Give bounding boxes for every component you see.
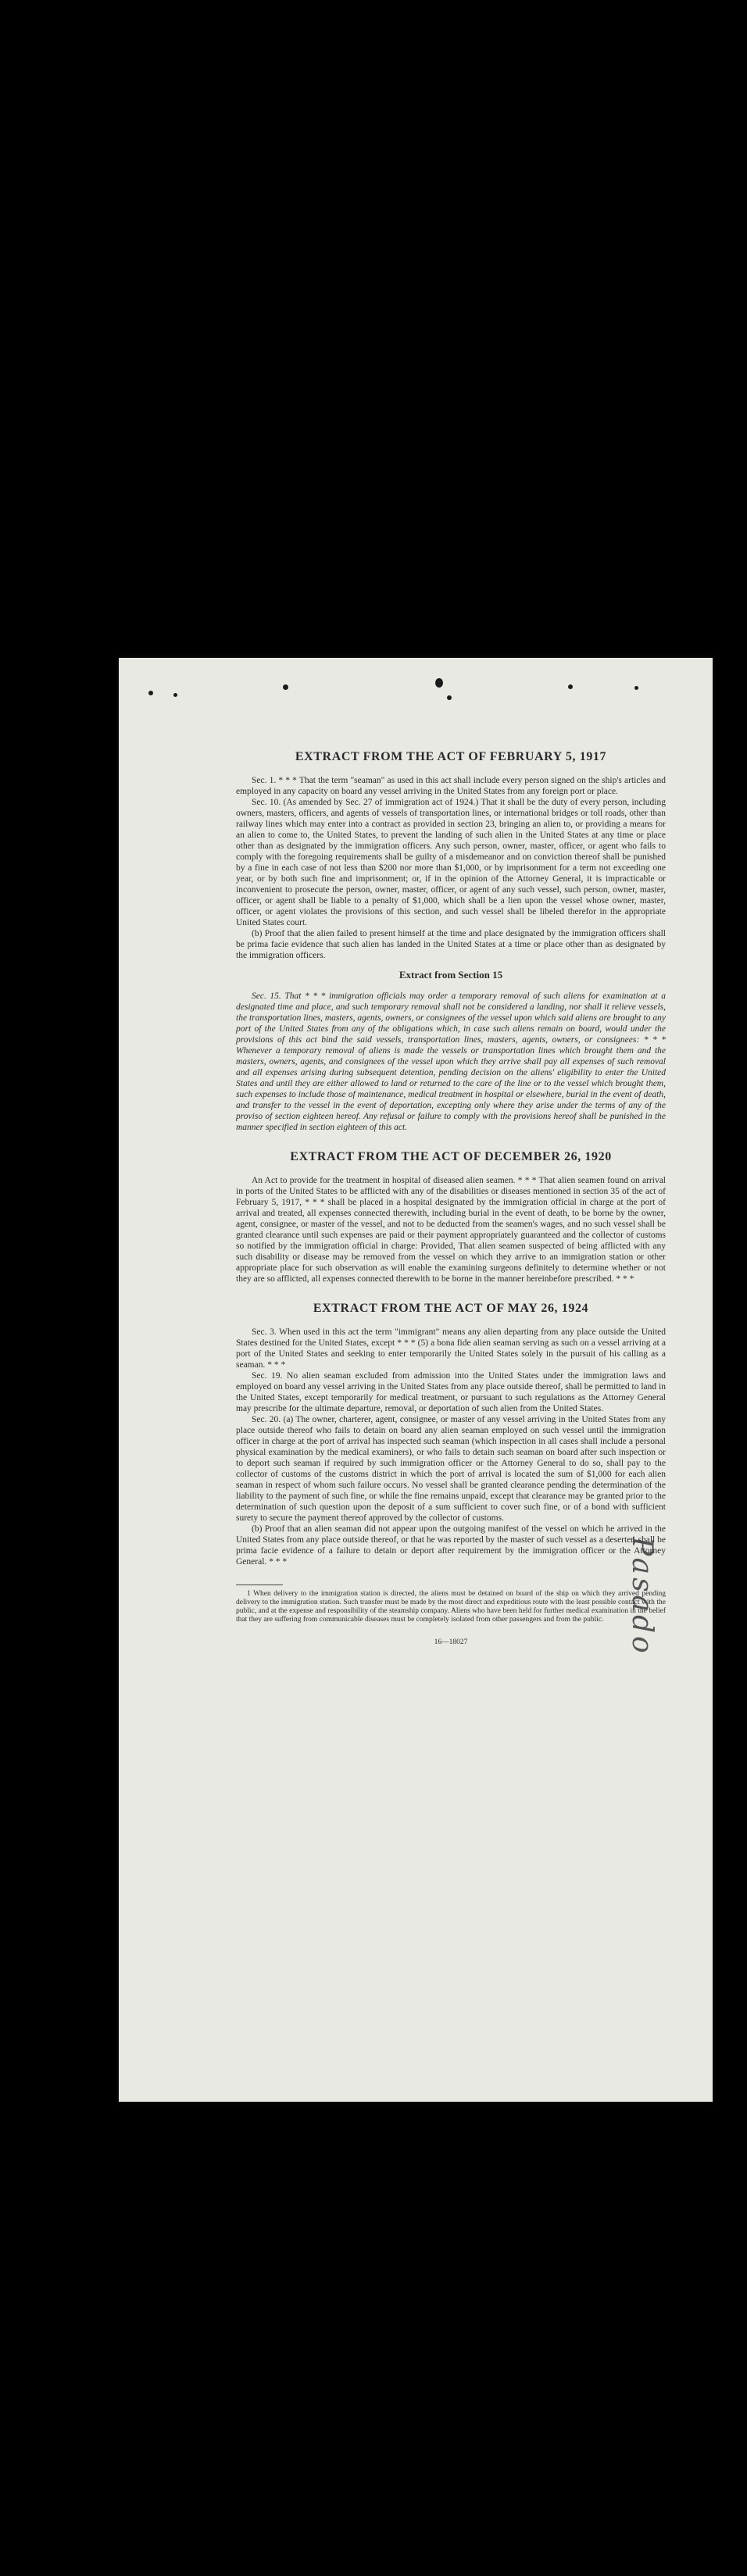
document-page [119,658,713,2102]
paragraph-sec-15: Sec. 15. That * * * immigration officials may order a temporary removal of such aliens for examination at a designated time and place, and such temporary removal shall not be considered a landing, nor shall it relieve vessels, the transportation lines, masters, agents, owners, or consignees of the vessel upon which said aliens are brought to any port of the United States from any of the obligations which, in case such aliens remain on board, would under the provisions of this act bind the said vessels, transportation lines, masters, agents, owners, or consignees: * * * Whenever a temporary removal of aliens is made the vessels or transportation lines which brought them and the masters, owners, agents, and consignees of the vessel upon which they arrive shall pay all expenses of such removal and all expenses arising during subsequent detention, pending decision on the aliens' eligibility to enter the United States and until they are either allowed to land or returned to the care of the line or to the vessel which brought them, such expenses to include those of maintenance, medical treatment in hospital or elsewhere, burial in the event of death, and transfer to the vessel in the event of deportation, excepting only where they arise under the terms of any of the proviso of section eighteen hereof. Any refusal or failure to comply with the provisions hereof shall be punished in the manner specified in section eighteen of this act. [236,991,666,1132]
paragraph-sec-3: Sec. 3. When used in this act the term "immigrant" means any alien departing from any place outside the United States destined for the United States, except * * * (5) a bona fide alien seaman serving as such on a vessel arriving at a port of the United States and seeking to enter temporarily the United States solely in the pursuit of his calling as a seaman. * * * [236,1327,666,1370]
punch-hole [148,691,153,695]
heading-act-1920: EXTRACT FROM THE ACT OF DECEMBER 26, 1920 [290,1150,612,1163]
section-1917 [236,750,666,1133]
punch-hole [173,693,177,697]
punch-hole [283,684,288,690]
heading-section-15: Extract from Section 15 [399,969,503,981]
punch-hole [568,684,573,689]
paragraph-sec-19: Sec. 19. No alien seaman excluded from admission into the United States under the immigration laws and employed on board any vessel arriving in the United States from any place outside thereof, shall be permitted to land in the United States, except temporarily for medical treatment, or pursuant to such regulations as the Attorney General may prescribe for the ultimate departure, removal, or deportation of such alien from the United States. [236,1371,666,1413]
paragraph-sec-1: Sec. 1. * * * That the term "seaman" as used in this act shall include every person signed on the ship's articles and employed in any capacity on board any vessel arriving in the United States from any foreign port or place. [236,776,666,796]
section-1920 [236,1150,666,1284]
punch-hole [447,695,452,700]
heading-act-1917: EXTRACT FROM THE ACT OF FEBRUARY 5, 1917 [295,750,607,763]
paragraph-sec-10: Sec. 10. (As amended by Sec. 27 of immigration act of 1924.) That it shall be the duty of every person, including owners, masters, officers, and agents of vessels of transportation lines, or international bridges or toll roads, other than railway lines which may enter into a contract as provided in section 23, bringing an alien to, or providing a means for an alien to come to, the United States, to prevent the landing of such alien in the United States at any time or place other than as designated by the immigration officers. Any such person, owner, master, officer, or agent who fails to comply with the foregoing requirements shall be guilty of a misdemeanor and on conviction thereof shall be punished by a fine in each case of not less than $200 nor more than $1,000, or by imprisonment for a term not exceeding one year, or by both such fine and imprisonment; or, if in the opinion of the Attorney General, it is impracticable or inconvenient to prosecute the person, owner, master, officer, or agent of any such vessel, such person, owner, master, officer, or agent shall be liable to a penalty of $1,000, which shall be a lien upon the vessel whose owner, master, officer, or agent violates the provisions of this section, and such vessel shall be libeled therefor in the appropriate United States court. [236,798,666,927]
document-number: 16—18027 [434,1638,468,1646]
paragraph-sec-20b: (b) Proof that an alien seaman did not appear upon the outgoing manifest of the vessel on which he arrived in the United States from any place outside thereof, or that he was reported by the master of such vessel as a deserter, shall be prima facie evidence of a failure to detain or deport after requirement by the immigration officer or the Attorney General. * * * [236,1524,666,1567]
paragraph-act-1920: An Act to provide for the treatment in hospital of diseased alien seamen. * * * That alien seamen found on arrival in ports of the United States to be afflicted with any of the disabilities or diseases mentioned in section 35 of the act of February 5, 1917, * * * shall be placed in a hospital designated by the immigration official in charge at the port of arrival and treated, all expenses connected therewith, including burial in the event of death, to be borne by the owner, agent, consignee, or master of the vessel, and not to be deducted from the seamen's wages, and no such vessel shall be granted clearance until such expenses are paid or their payment appropriately guaranteed and the collector of customs so notified by the immigration official in charge: Provided, That alien seamen suspected of being afflicted with any such disability or disease may be removed from the vessel on which they arrive to an immigration station or other appropriate place for such observation as will enable the examining surgeons definitely to determine whether or not they are so afflicted, all expenses connected therewith to be borne in the manner hereinbefore prescribed. * * * [236,1176,666,1284]
paragraph-sec-10b: (b) Proof that the alien failed to present himself at the time and place designated by the immigration officers shall be prima facie evidence that such alien has landed in the United States at a time or place other than as designated by the immigration officers. [236,929,666,960]
handwritten-annotation: Pasado [626,1537,658,1656]
footnote: 1 When delivery to the immigration station is directed, the aliens must be detained on board of the ship on which they arrived pending delivery to the immigration station. Such transfer must be made by the most direct and expeditious route with the least possible contact with the public, and at the expense and responsibility of the steamship company. Aliens who have been held for further medical examination in the belief that they are suffering from communicable diseases must be completely isolated from other passengers and from the public. [236,1590,666,1624]
heading-act-1924: EXTRACT FROM THE ACT OF MAY 26, 1924 [313,1302,589,1315]
punch-hole [634,686,638,690]
section-1924 [236,1302,666,1567]
punch-hole [435,678,443,688]
document-body [236,750,666,1646]
paragraph-sec-20a: Sec. 20. (a) The owner, charterer, agent, consignee, or master of any vessel arriving in the United States from any place outside thereof who fails to detain on board any alien seaman employed on such vessel until the immigration officer in charge at the port of arrival has inspected such seaman (which inspection in all cases shall include a personal physical examination by the medical examiners), or who fails to detain such seaman on board after such inspection or to deport such seaman if required by such immigration officer or the Attorney General to do so, shall pay to the collector of customs of the customs district in which the port of arrival is located the sum of $1,000 for each alien seaman in respect of whom such failure occurs. No vessel shall be granted clearance pending the determination of the liability to the payment of such fine, or while the fine remains unpaid, except that clearance may be granted prior to the determination of such question upon the deposit of a sum sufficient to cover such fine, or of a bond with sufficient surety to secure the payment thereof approved by the collector of customs. [236,1415,666,1523]
